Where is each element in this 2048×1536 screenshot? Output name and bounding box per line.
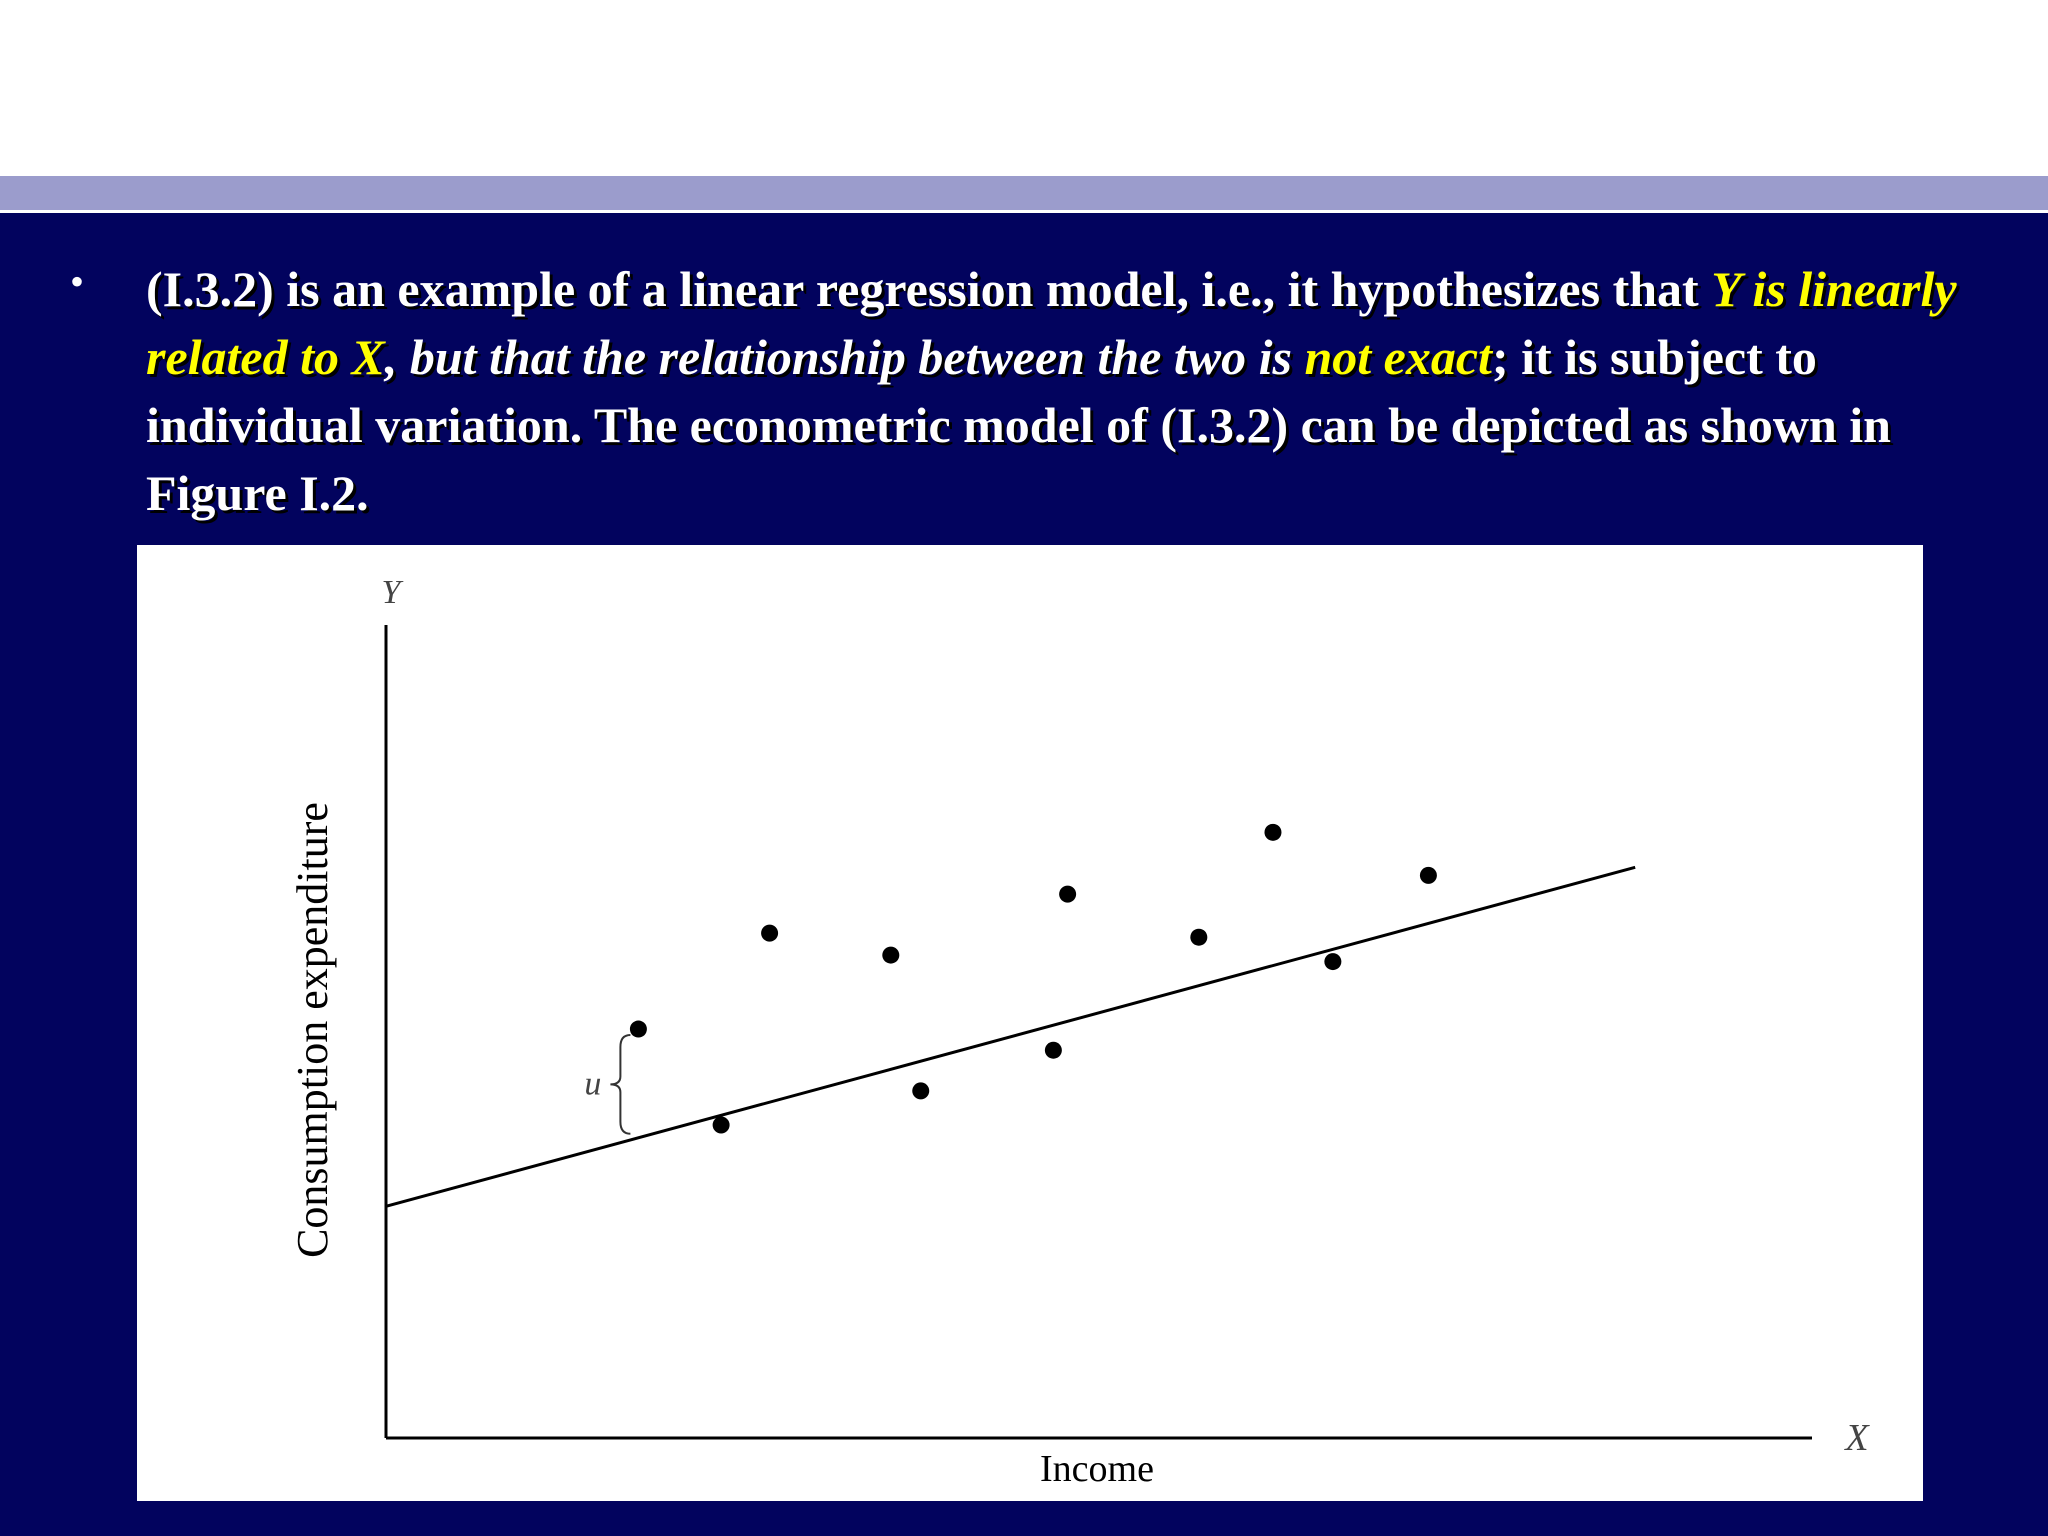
highlighted-phrase: Y is linearly related to X [146, 261, 1957, 385]
y-axis-symbol: Y [381, 574, 401, 611]
header-band [0, 0, 2048, 176]
data-point [630, 1021, 647, 1038]
x-axis-label: Income [1040, 1448, 1154, 1490]
x-axis-symbol: X [1845, 1417, 1869, 1459]
text-segment: , but that the relationship between the two is [384, 329, 1305, 385]
data-point [882, 947, 899, 964]
text-segment: (I.3.2) is an example of a linear regression model, i.e., it hypothesizes that [146, 261, 1712, 317]
figure-regression [137, 545, 1923, 1501]
data-point [1190, 929, 1207, 946]
data-point [1420, 867, 1437, 884]
regression-chart [137, 545, 1923, 1501]
highlighted-phrase: not exact [1304, 329, 1492, 385]
text-segment: ; it is subject to individual variation. The econometric model of (I.3.2) can be depicted as shown in Figure I.2. [146, 329, 1891, 521]
data-point [1045, 1042, 1062, 1059]
bullet-icon: • [70, 259, 85, 304]
residual-label: u [584, 1065, 602, 1103]
regression-line [386, 867, 1635, 1206]
accent-bar [0, 176, 2048, 210]
y-axis-label: Consumption expenditure [288, 802, 337, 1258]
bullet-text [146, 255, 1996, 527]
data-point [1264, 824, 1281, 841]
data-point [761, 925, 778, 942]
data-point [713, 1116, 730, 1133]
accent-line [0, 210, 2048, 213]
data-point [1324, 953, 1341, 970]
data-point [912, 1082, 929, 1099]
residual-brace [610, 1035, 630, 1134]
data-point [1059, 886, 1076, 903]
